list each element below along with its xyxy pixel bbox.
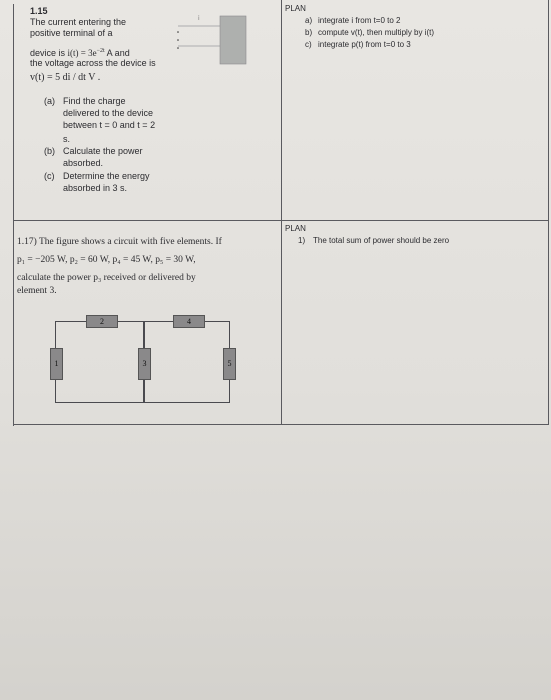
plan-item-label: b) [305,28,313,37]
circuit-element-5 [223,348,236,380]
part-a-text: between t = 0 and t = 2 [63,120,156,130]
part-b-text: Calculate the power [63,146,143,156]
plan-item-text: integrate p(t) from t=0 to 3 [318,40,411,49]
circuit-element-1 [50,348,63,380]
problem-line: the voltage across the device is [30,58,156,68]
device-diagram [170,10,250,70]
column-divider [281,0,282,425]
element-label: 3 [142,359,147,368]
plan-item-text: compute v(t), then multiply by i(t) [318,28,435,37]
element-label: 4 [187,317,191,326]
element-label: 2 [100,317,104,326]
part-a-text: Find the charge [63,96,126,106]
problem-117-line: 1.17) The figure shows a circuit with five elements. If [17,237,222,247]
plan-item-label: c) [305,40,312,49]
plan-item-text: integrate i from t=0 to 2 [318,16,401,25]
page-left-border [13,4,14,426]
part-c-text: Determine the energy [63,171,150,181]
page-right-border [548,0,549,425]
part-c-label: (c) [44,171,55,181]
part-b-text: absorbed. [63,158,104,168]
text-fragment: device is [30,48,68,58]
current-expression: i(t) = 3e [67,48,97,58]
svg-text:i: i [198,15,200,22]
circuit-element-4 [173,315,205,328]
circuit-loop-left [55,321,145,403]
plan-item-text: The total sum of power should be zero [313,236,450,245]
part-a-label: (a) [44,96,55,106]
element-label: 1 [54,359,59,368]
circuit-element-2 [86,315,118,328]
problem-117-line: element 3. [17,286,57,296]
problem-117-line: calculate the power p₃ received or delivered by [17,273,196,283]
row-divider [13,220,549,221]
circuit-loop-right [143,321,230,403]
part-a-text: s. [63,134,71,144]
element-label: 5 [227,359,232,368]
problem-line: positive terminal of a [30,28,113,38]
plan-item-label: 1) [298,236,306,245]
part-a-text: delivered to the device [63,108,154,118]
plan-item-label: a) [305,16,313,25]
current-exponent: −2t [96,48,105,54]
part-c-text: absorbed in 3 s. [63,183,128,193]
bottom-divider [13,424,549,425]
problem-line: The current entering the [30,17,127,27]
plan-heading: PLAN [285,224,306,233]
circuit-element-3 [138,348,151,380]
plan-heading: PLAN [285,4,306,13]
part-b-label: (b) [44,146,55,156]
text-fragment: A and [104,48,130,58]
problem-117-line: p₁ = −205 W, p₂ = 60 W, p₄ = 45 W, p₅ = 30 W, [17,255,196,265]
voltage-expression: v(t) = 5 di / dt V . [30,72,101,83]
problem-number: 1.15 [30,6,48,16]
